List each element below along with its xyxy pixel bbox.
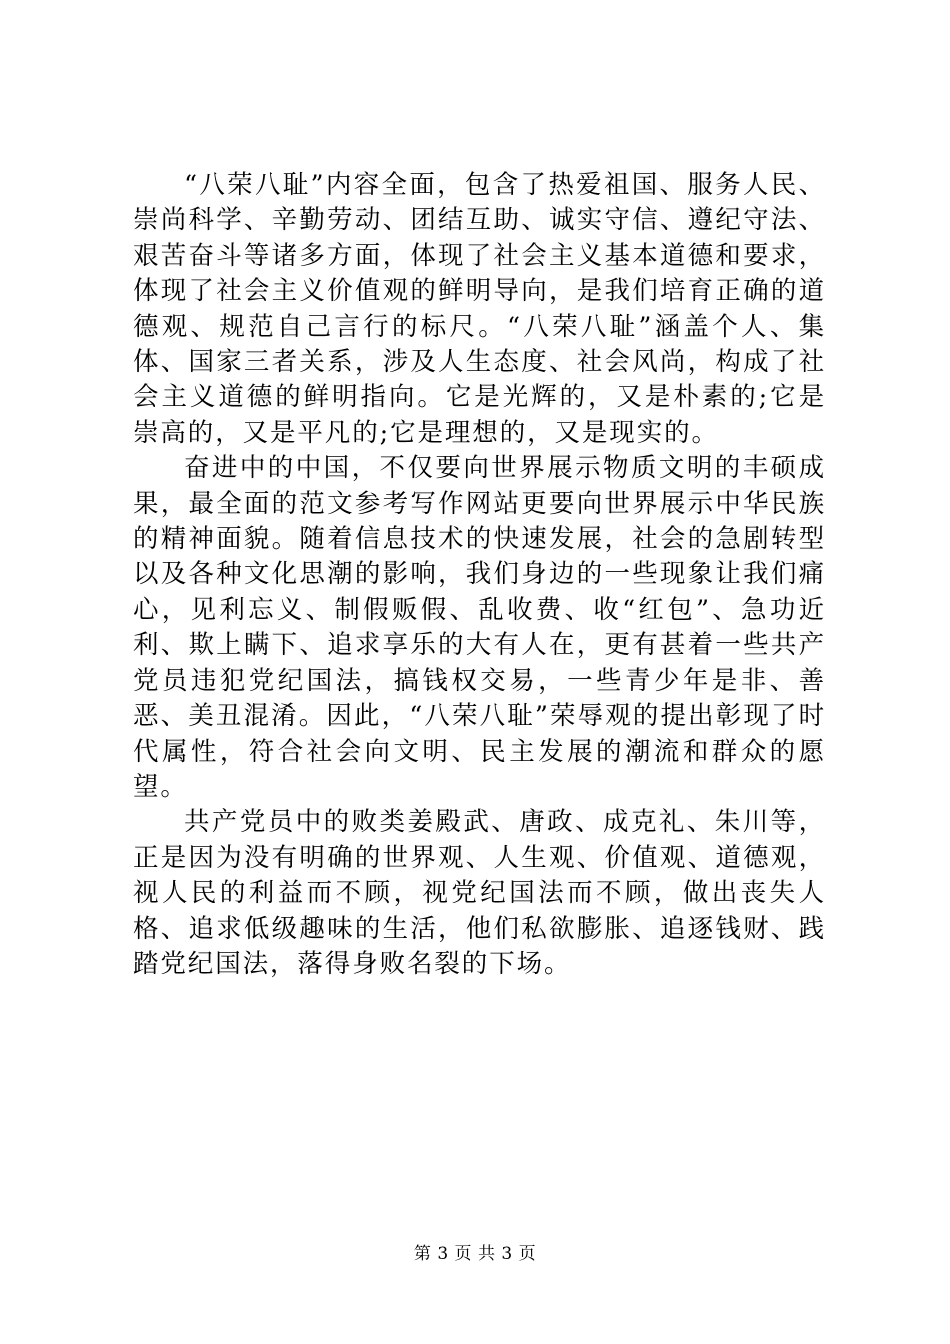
page-number-footer: 第 3 页 共 3 页 [413, 1244, 537, 1264]
paragraph-1: “八荣八耻”内容全面，包含了热爱祖国、服务人民、崇尚科学、辛勤劳动、团结互助、诚实守信、遵纪守法、艰苦奋斗等诸多方面，体现了社会主义基本道德和要求，体现了社会主义价值观的鲜明导向，是我们培育正确的道德观、规范自己言行的标尺。“八荣八耻”涵盖个人、集体、国家三者关系，涉及人生态度、社会风尚，构成了社会主义道德的鲜明指向。它是光辉的，又是朴素的;它是崇高的，又是平凡的;它是理想的，又是现实的。 [133, 170, 826, 448]
paragraph-3: 共产党员中的败类姜殿武、唐政、成克礼、朱川等，正是因为没有明确的世界观、人生观、价值观、道德观，视人民的利益而不顾，视党纪国法而不顾，做出丧失人格、追求低级趣味的生活，他们私欲膨胀、追逐钱财、践踏党纪国法，落得身败名裂的下场。 [133, 807, 826, 979]
paragraph-2: 奋进中的中国，不仅要向世界展示物质文明的丰硕成果，最全面的范文参考写作网站更要向世界展示中华民族的精神面貌。随着信息技术的快速发展，社会的急剧转型以及各种文化思潮的影响，我们身边的一些现象让我们痛心，见利忘义、制假贩假、乱收费、收“红包”、急功近利、欺上瞒下、追求享乐的大有人在，更有甚着一些共产党员违犯党纪国法，搞钱权交易，一些青少年是非、善恶、美丑混淆。因此，“八荣八耻”荣辱观的提出彰现了时代属性，符合社会向文明、民主发展的潮流和群众的愿望。 [133, 453, 826, 802]
document-body [133, 168, 826, 982]
